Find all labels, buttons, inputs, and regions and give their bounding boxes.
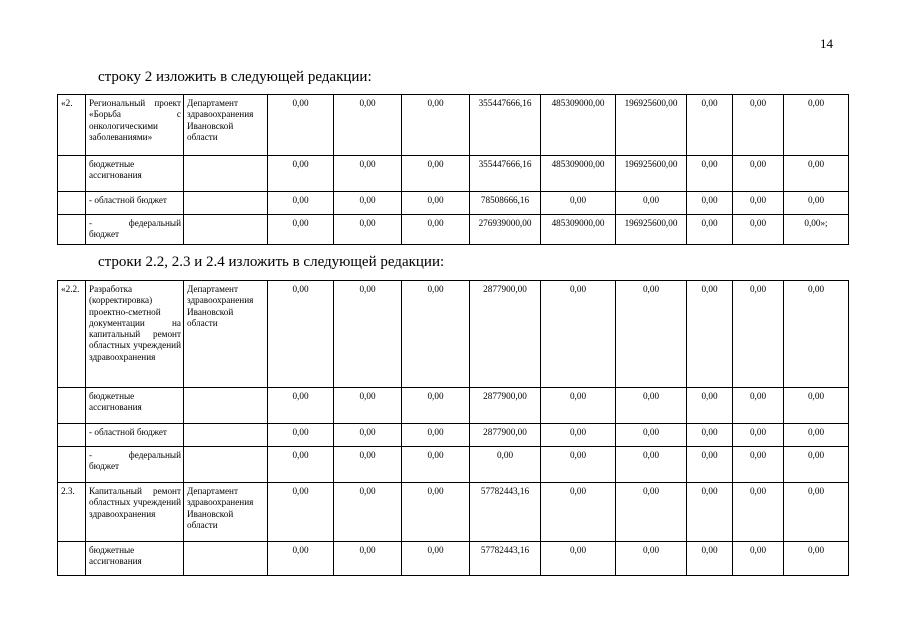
row-number — [58, 424, 86, 447]
table-cell: 0,00 — [687, 95, 733, 156]
table-cell: 0,00 — [334, 483, 402, 542]
table-cell: 0,00 — [268, 542, 334, 576]
section1-heading: строку 2 изложить в следующей редакции: — [98, 69, 372, 85]
table-cell: 0,00 — [687, 483, 733, 542]
table-cell: 0,00 — [687, 281, 733, 388]
row-name: Региональный проект «Борьба с онкологическими заболеваниями» — [86, 95, 184, 156]
table-cell: 0,00 — [733, 281, 784, 388]
row-number: «2. — [58, 95, 86, 156]
table-cell: 0,00 — [616, 483, 687, 542]
table-cell: 0,00 — [616, 447, 687, 483]
dash: - — [89, 450, 93, 460]
table-cell: 0,00 — [784, 95, 849, 156]
table-cell: 0,00 — [268, 388, 334, 424]
table-cell: 0,00 — [334, 281, 402, 388]
table-row — [58, 281, 849, 388]
table-cell: 0,00 — [402, 192, 470, 215]
row-name: Капитальный ремонт областных учреждений здравоохранения — [86, 483, 184, 542]
table-cell: 0,00 — [733, 156, 784, 192]
table-cell: 0,00 — [268, 156, 334, 192]
table-cell: 0,00 — [733, 447, 784, 483]
name-word: федеральный — [128, 218, 181, 228]
row-number — [58, 156, 86, 192]
table-cell: 0,00 — [733, 95, 784, 156]
table-cell: 0,00 — [733, 483, 784, 542]
name-tail: бюджет — [89, 229, 120, 240]
table-cell: 0,00 — [541, 281, 616, 388]
row-department — [184, 542, 268, 576]
table-cell: 0,00 — [334, 215, 402, 245]
table-cell: 0,00 — [733, 192, 784, 215]
table-cell: 0,00 — [268, 281, 334, 388]
table-cell: 0,00 — [784, 192, 849, 215]
table-cell: 0,00 — [687, 542, 733, 576]
table-row — [58, 483, 849, 542]
table-cell: 0,00 — [334, 192, 402, 215]
table-cell: 0,00 — [541, 447, 616, 483]
table-cell: 0,00 — [541, 483, 616, 542]
table-cell: 0,00 — [687, 192, 733, 215]
row-name: - областной бюджет — [86, 192, 184, 215]
table-cell: 0,00 — [541, 542, 616, 576]
table-cell: 0,00 — [616, 192, 687, 215]
table-cell: 0,00 — [402, 215, 470, 245]
budget-table-row-2 — [57, 94, 849, 245]
row-department — [184, 424, 268, 447]
table-cell: 0,00 — [334, 424, 402, 447]
table-cell: 0,00 — [616, 388, 687, 424]
table-row — [58, 156, 849, 192]
table-cell: 0,00 — [784, 388, 849, 424]
table-cell: 0,00 — [334, 447, 402, 483]
row-department: Департамент здравоохранения Ивановской области — [184, 95, 268, 156]
row-name: бюджетные ассигнования — [86, 156, 184, 192]
table-cell: 0,00 — [541, 388, 616, 424]
table-cell: 0,00 — [334, 156, 402, 192]
table-cell: 2877900,00 — [470, 388, 541, 424]
row-department — [184, 156, 268, 192]
table-cell: 0,00 — [687, 215, 733, 245]
table-cell: 57782443,16 — [470, 483, 541, 542]
table-cell: 0,00 — [402, 156, 470, 192]
row-department — [184, 447, 268, 483]
table-cell: 0,00 — [268, 424, 334, 447]
row-department: Департамент здравоохранения Ивановской области — [184, 281, 268, 388]
table-row — [58, 215, 849, 245]
table-cell: 0,00 — [470, 447, 541, 483]
row-name — [86, 215, 184, 245]
table-cell: 0,00 — [334, 388, 402, 424]
table-cell: 0,00 — [402, 542, 470, 576]
name-word: федеральный — [128, 450, 181, 460]
table-cell: 0,00 — [733, 215, 784, 245]
table-cell: 0,00 — [402, 447, 470, 483]
row-name: бюджетные ассигнования — [86, 388, 184, 424]
table-cell: 0,00 — [784, 281, 849, 388]
row-number — [58, 192, 86, 215]
row-number: «2.2. — [58, 281, 86, 388]
table-cell: 0,00 — [616, 542, 687, 576]
row-number — [58, 215, 86, 245]
table-cell: 0,00 — [541, 424, 616, 447]
table-cell: 0,00 — [687, 447, 733, 483]
table-cell: 0,00 — [784, 542, 849, 576]
row-department — [184, 215, 268, 245]
row-number — [58, 447, 86, 483]
table-cell: 355447666,16 — [470, 156, 541, 192]
row-department — [184, 388, 268, 424]
table-cell: 0,00 — [334, 542, 402, 576]
row-number — [58, 388, 86, 424]
row-name — [86, 447, 184, 483]
row-name: - областной бюджет — [86, 424, 184, 447]
table-cell: 0,00 — [733, 424, 784, 447]
table-cell: 0,00 — [687, 388, 733, 424]
table-cell: 0,00 — [268, 447, 334, 483]
table-cell: 0,00 — [541, 192, 616, 215]
row-department — [184, 192, 268, 215]
table-cell: 57782443,16 — [470, 542, 541, 576]
page-number: 14 — [820, 36, 833, 51]
table-cell: 485309000,00 — [541, 215, 616, 245]
table-cell: 355447666,16 — [470, 95, 541, 156]
table-cell: 0,00 — [268, 483, 334, 542]
dash: - — [89, 218, 93, 228]
table-cell: 485309000,00 — [541, 95, 616, 156]
table-cell: 0,00 — [402, 483, 470, 542]
row-number — [58, 542, 86, 576]
table-cell: 0,00 — [784, 424, 849, 447]
table-cell: 0,00 — [733, 388, 784, 424]
table-cell: 0,00 — [402, 95, 470, 156]
table-cell: 0,00 — [268, 95, 334, 156]
section2-heading: строки 2.2, 2.3 и 2.4 изложить в следующей редакции: — [98, 254, 445, 270]
table-cell: 0,00 — [402, 388, 470, 424]
table-cell: 0,00»; — [784, 215, 849, 245]
table-row — [58, 542, 849, 576]
table-cell: 196925600,00 — [616, 156, 687, 192]
table-cell: 0,00 — [784, 447, 849, 483]
table-cell: 0,00 — [402, 281, 470, 388]
table-row — [58, 424, 849, 447]
table-cell: 276939000,00 — [470, 215, 541, 245]
budget-table-rows-2-2-2-3 — [57, 280, 849, 576]
table-cell: 78508666,16 — [470, 192, 541, 215]
table-cell: 0,00 — [268, 192, 334, 215]
table-cell: 485309000,00 — [541, 156, 616, 192]
table-row — [58, 447, 849, 483]
table-cell: 196925600,00 — [616, 95, 687, 156]
table-cell: 0,00 — [687, 424, 733, 447]
table-row — [58, 192, 849, 215]
table-cell: 0,00 — [402, 424, 470, 447]
table-cell: 0,00 — [733, 542, 784, 576]
table-row — [58, 95, 849, 156]
table-cell: 2877900,00 — [470, 281, 541, 388]
row-number: 2.3. — [58, 483, 86, 542]
row-name: бюджетные ассигнования — [86, 542, 184, 576]
table-cell: 2877900,00 — [470, 424, 541, 447]
table-cell: 0,00 — [687, 156, 733, 192]
table-cell: 0,00 — [784, 156, 849, 192]
table-cell: 0,00 — [616, 281, 687, 388]
table-row — [58, 388, 849, 424]
row-department: Департамент здравоохранения Ивановской области — [184, 483, 268, 542]
table-cell: 0,00 — [616, 424, 687, 447]
table-cell: 196925600,00 — [616, 215, 687, 245]
table-cell: 0,00 — [784, 483, 849, 542]
row-name: Разработка (корректировка) проектно-сметной документации на капитальный ремонт областных учреждений здравоохранения — [86, 281, 184, 388]
name-tail: бюджет — [89, 461, 120, 472]
table-cell: 0,00 — [268, 215, 334, 245]
table-cell: 0,00 — [334, 95, 402, 156]
